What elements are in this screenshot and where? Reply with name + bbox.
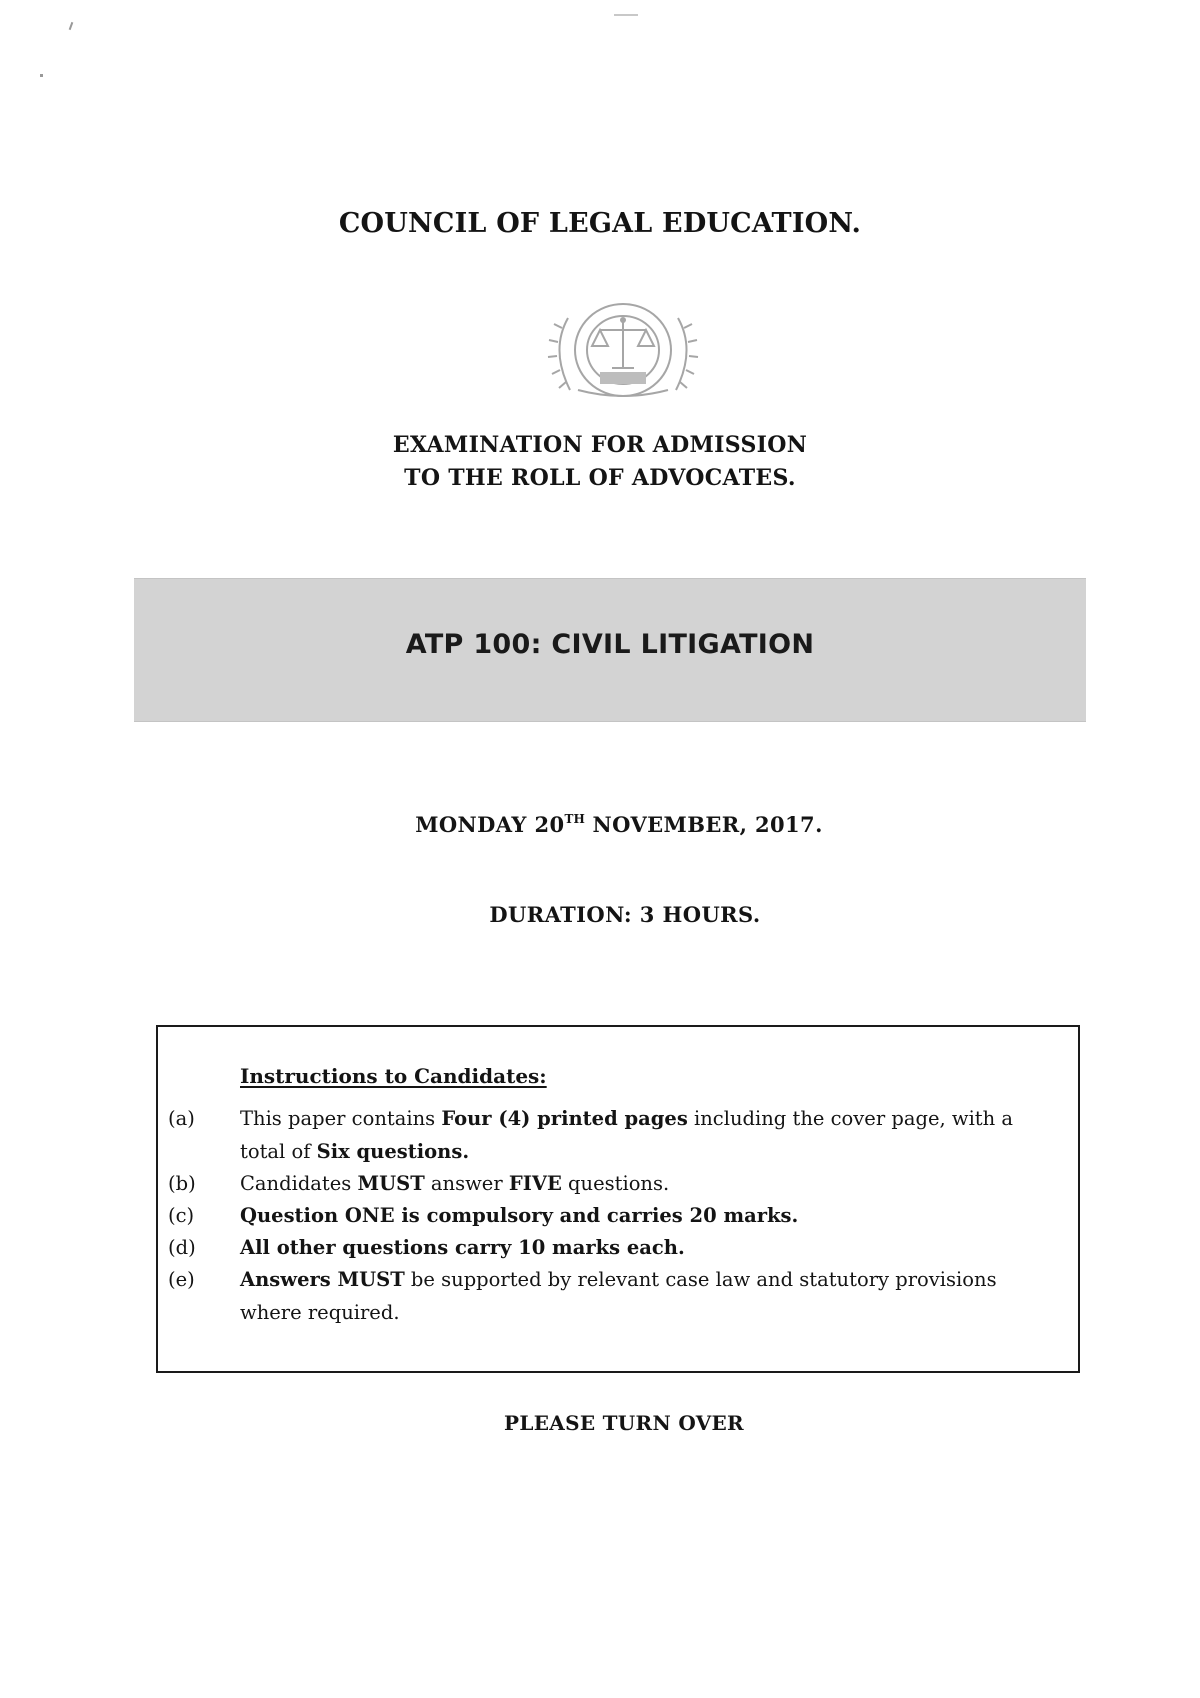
council-title: COUNCIL OF LEGAL EDUCATION.: [338, 208, 862, 239]
instructions-heading: Instructions to Candidates:: [240, 1064, 547, 1088]
scan-speck: [69, 22, 74, 30]
instruction-text: This paper contains Four (4) printed pages including the cover page, with a total of Six questions.: [240, 1107, 1014, 1163]
exam-date-ordinal: TH: [564, 812, 585, 826]
instruction-letter: (d): [168, 1236, 196, 1259]
instruction-letter: (a): [168, 1107, 195, 1130]
exam-date-rest: NOVEMBER, 2017.: [584, 812, 823, 837]
instruction-text: All other questions carry 10 marks each.: [240, 1236, 685, 1259]
instruction-letter: (c): [168, 1204, 195, 1227]
scan-speck: [40, 74, 43, 77]
paper-title-banner: [134, 578, 1086, 722]
instruction-text: Question ONE is compulsory and carries 20 marks.: [240, 1204, 799, 1227]
scan-speck: [614, 14, 638, 16]
exam-date: [0, 812, 1200, 837]
exam-date-day: MONDAY 20: [415, 812, 565, 837]
instruction-text: Answers MUST be supported by relevant case law and statutory provisions where required.: [240, 1268, 997, 1324]
exam-duration: DURATION: 3 HOURS.: [489, 902, 761, 927]
instruction-letter: (b): [168, 1172, 196, 1195]
legal-education-crest-icon: [538, 298, 708, 408]
paper-title: ATP 100: CIVIL LITIGATION: [405, 629, 815, 660]
exam-line-2: TO THE ROLL OF ADVOCATES.: [404, 465, 796, 491]
instructions-box: [156, 1025, 1080, 1373]
please-turn-over: PLEASE TURN OVER: [504, 1411, 744, 1435]
instruction-text: Candidates MUST answer FIVE questions.: [240, 1172, 670, 1195]
instruction-letter: (e): [168, 1268, 195, 1291]
exam-line-1: EXAMINATION FOR ADMISSION: [392, 432, 808, 458]
